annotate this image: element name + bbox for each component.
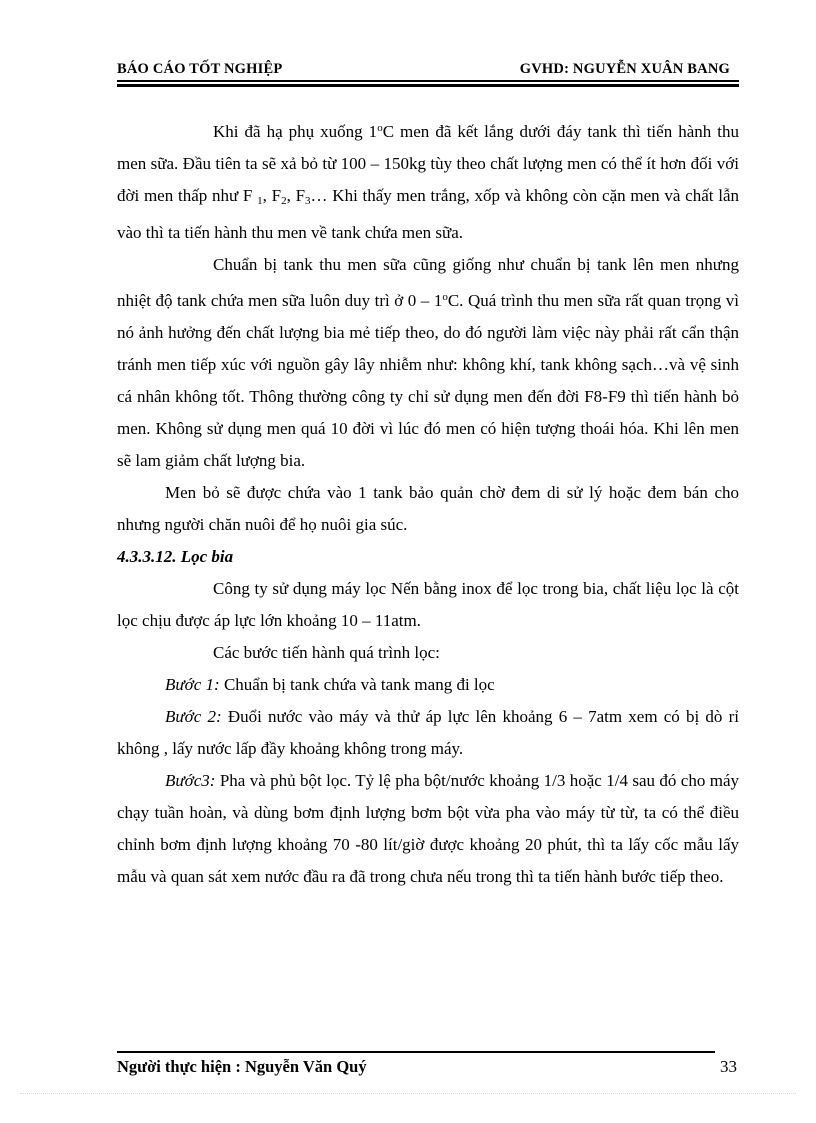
page-boundary bbox=[20, 1093, 796, 1094]
section-heading: 4.3.3.12. Lọc bia bbox=[117, 547, 234, 566]
report-title: BÁO CÁO TỐT NGHIỆP bbox=[117, 61, 283, 77]
paragraph-yeast-disposal: Men bỏ sẽ được chứa vào 1 tank bảo quản chờ đem di sử lý hoặc đem bán cho nhưng người chăn nuôi để họ nuôi gia súc. bbox=[117, 483, 739, 534]
page-footer bbox=[117, 1057, 737, 1081]
author-name: Người thực hiện : Nguyễn Văn Quý bbox=[117, 1057, 367, 1076]
step-3: Bước3: Pha và phủ bột lọc. Tỷ lệ pha bột/nước khoảng 1/3 hoặc 1/4 sau đó cho máy chạy tuần hoàn, và dùng bơm định lượng bơm bột vừa pha vào máy từ từ, ta có thể điều chỉnh bơm định lượng khoảng 70 -80 lít/giờ được khoảng 20 phút, thì ta lấy cốc mẫu lấy mẫu và quan sát xem nước đầu ra đã trong chưa nếu trong thì ta tiến hành bước tiếp theo. bbox=[117, 771, 739, 886]
supervisor-name: GVHD: NGUYỄN XUÂN BANG bbox=[519, 61, 730, 77]
paragraph-filtration-intro: Công ty sử dụng máy lọc Nến bằng inox để lọc trong bia, chất liệu lọc là cột lọc chịu được áp lực lớn khoảng 10 – 11atm. bbox=[117, 579, 739, 630]
step-2: Bước 2: Đuổi nước vào máy và thử áp lực lên khoảng 6 – 7atm xem có bị dò rỉ không , lấy nước lấp đầy khoảng không trong máy. bbox=[117, 707, 739, 758]
step-1: Bước 1: Chuẩn bị tank chứa và tank mang đi lọc bbox=[165, 675, 495, 694]
footer-rule bbox=[117, 1051, 715, 1053]
page-number: 33 bbox=[720, 1057, 737, 1076]
paragraph-yeast-harvest: Khi đã hạ phụ xuống 1$^o$C men đã kết lắng dưới đáy tank thì tiến hành thu men sữa. Đầu tiên ta sẽ xả bỏ từ 100 – 150kg tùy theo chất lượng men có thể ít hơn đối với đời men thấp như F $_1$, $F_2$, $F_3\dots$ Khi thấy men trắng, xốp và không còn cặn men và chất lẫn vào thì ta tiến hành thu men về tank chứa men sữa. bbox=[117, 122, 740, 242]
header-rule-thin bbox=[117, 80, 739, 82]
steps-intro: Các bước tiến hành quá trình lọc: bbox=[213, 643, 440, 662]
document-body bbox=[117, 112, 739, 893]
paragraph-yeast-tank-prep: Chuẩn bị tank thu men sữa cũng giống như chuẩn bị tank lên men nhưng nhiệt độ tank chứa men sữa luôn duy trì ở 0 – 1$^o$C. Quá trình thu men sữa rất quan trọng vì nó ảnh hưởng đến chất lượng bia mẻ tiếp theo, do đó người làm việc này phải rất cẩn thận tránh men tiếp xúc với nguồn gây lây nhiễm như: không khí, tank không sạch…và vệ sinh cá nhân không tốt. Thông thường công ty chỉ sử dụng men đến đời F8-F9 thì tiến hành bỏ men. Không sử dụng men quá 10 đời vì lúc đó men có hiện tượng thoái hóa. Khi lên men sẽ lam giảm chất lượng bia. bbox=[117, 255, 740, 470]
header-rule-thick bbox=[117, 84, 739, 87]
